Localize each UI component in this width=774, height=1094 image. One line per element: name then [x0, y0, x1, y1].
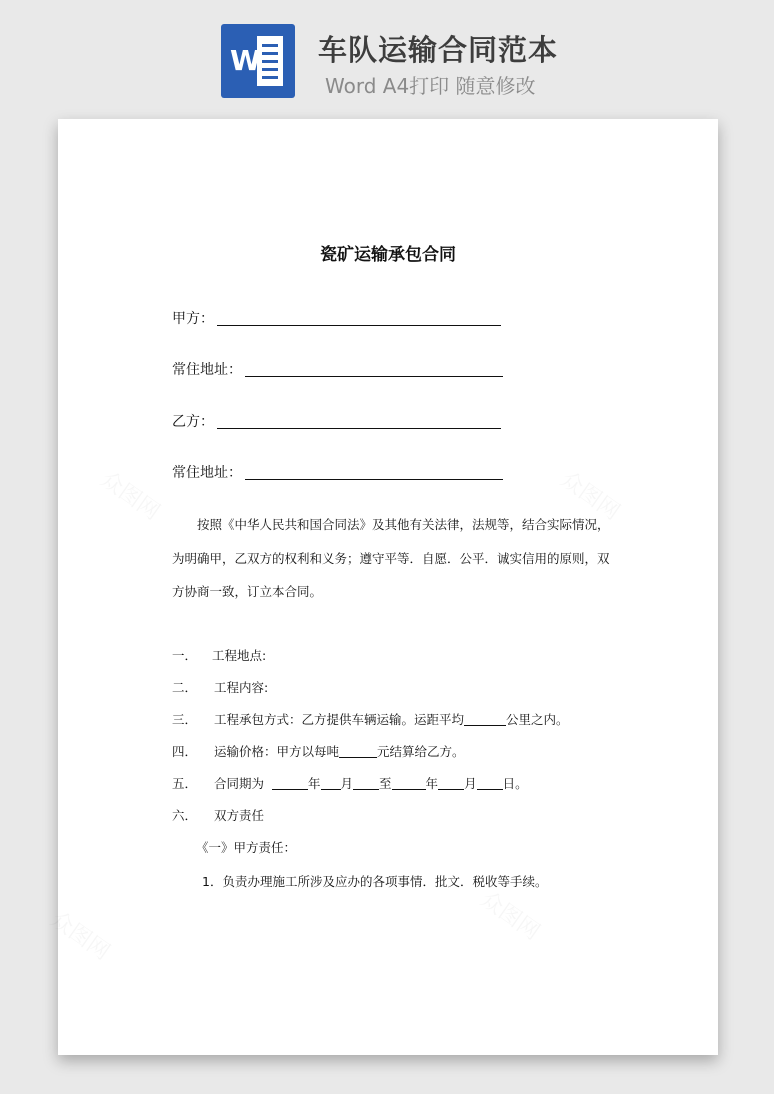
clause-number: 一．	[172, 648, 198, 663]
clause-text: 月	[464, 776, 477, 791]
banner-header	[0, 0, 774, 115]
clause-text: 双方责任	[214, 808, 265, 823]
clause-item	[172, 774, 528, 792]
address-b-field	[172, 462, 503, 482]
fill-line	[477, 777, 503, 790]
clause-number: 四．	[172, 744, 198, 759]
fill-line	[321, 777, 341, 790]
document-page	[58, 119, 718, 1055]
clause-item	[172, 742, 465, 760]
fill-line	[217, 414, 501, 429]
watermark	[45, 903, 117, 966]
clause-text: 元结算给乙方。	[377, 744, 465, 759]
intro-line: 按照《中华人民共和国合同法》及其他有关法律，法规等，结合实际情况，	[197, 517, 610, 532]
party-b-field	[172, 411, 501, 431]
clause-number: 三．	[172, 712, 198, 727]
field-label: 甲方：	[172, 311, 214, 327]
clause-number: 五．	[172, 776, 198, 791]
intro-line: 为明确甲，乙双方的权利和义务；遵守平等．自愿．公平．诚实信用的原则，双	[172, 551, 610, 566]
word-letter: W	[230, 44, 261, 77]
clause-item	[172, 710, 569, 728]
clause-text: 合同期为	[214, 776, 265, 791]
clause-text: 年	[308, 776, 321, 791]
clause-text: 运输价格：甲方以每吨	[214, 744, 340, 759]
fill-line	[245, 465, 503, 480]
clause-item	[172, 806, 264, 824]
watermark	[475, 883, 547, 946]
fill-line	[217, 311, 501, 326]
intro-line: 方协商一致，订立本合同。	[172, 584, 323, 599]
clause-text: 工程承包方式：乙方提供车辆运输。运距平均	[214, 712, 465, 727]
word-icon	[221, 24, 295, 98]
fill-line	[339, 745, 377, 758]
banner-subtitle: Word A4打印 随意修改	[325, 74, 536, 98]
fill-line	[245, 362, 503, 377]
clause-number: 六．	[172, 808, 198, 823]
fill-line	[464, 713, 506, 726]
address-a-field	[172, 359, 503, 379]
field-label: 常住地址：	[172, 465, 242, 481]
clause-text: 日。	[502, 776, 528, 791]
field-label: 乙方：	[172, 414, 214, 430]
fill-line	[438, 777, 464, 790]
clause-number: 二．	[172, 680, 198, 695]
clause-text: 年	[425, 776, 439, 791]
section-heading: 《一》甲方责任：	[196, 840, 297, 855]
fill-line	[353, 777, 379, 790]
clause-text: 工程内容:	[214, 680, 269, 695]
fill-line	[272, 777, 308, 790]
clause-text: 工程地点:	[212, 648, 267, 663]
clause-text: 月	[340, 776, 354, 791]
fill-line	[392, 777, 426, 790]
field-label: 常住地址：	[172, 362, 242, 378]
clause-text: 至	[379, 776, 392, 791]
banner-title: 车队运输合同范本	[318, 33, 559, 67]
clause-item	[172, 678, 268, 696]
watermark	[95, 463, 167, 526]
clause-text: 公里之内。	[506, 712, 569, 727]
clause-item	[172, 646, 266, 664]
clause-line: 1．负责办理施工所涉及应办的各项事情．批文．税收等手续。	[202, 874, 548, 889]
document-title: 瓷矿运输承包合同	[320, 245, 456, 265]
party-a-field	[172, 308, 501, 328]
